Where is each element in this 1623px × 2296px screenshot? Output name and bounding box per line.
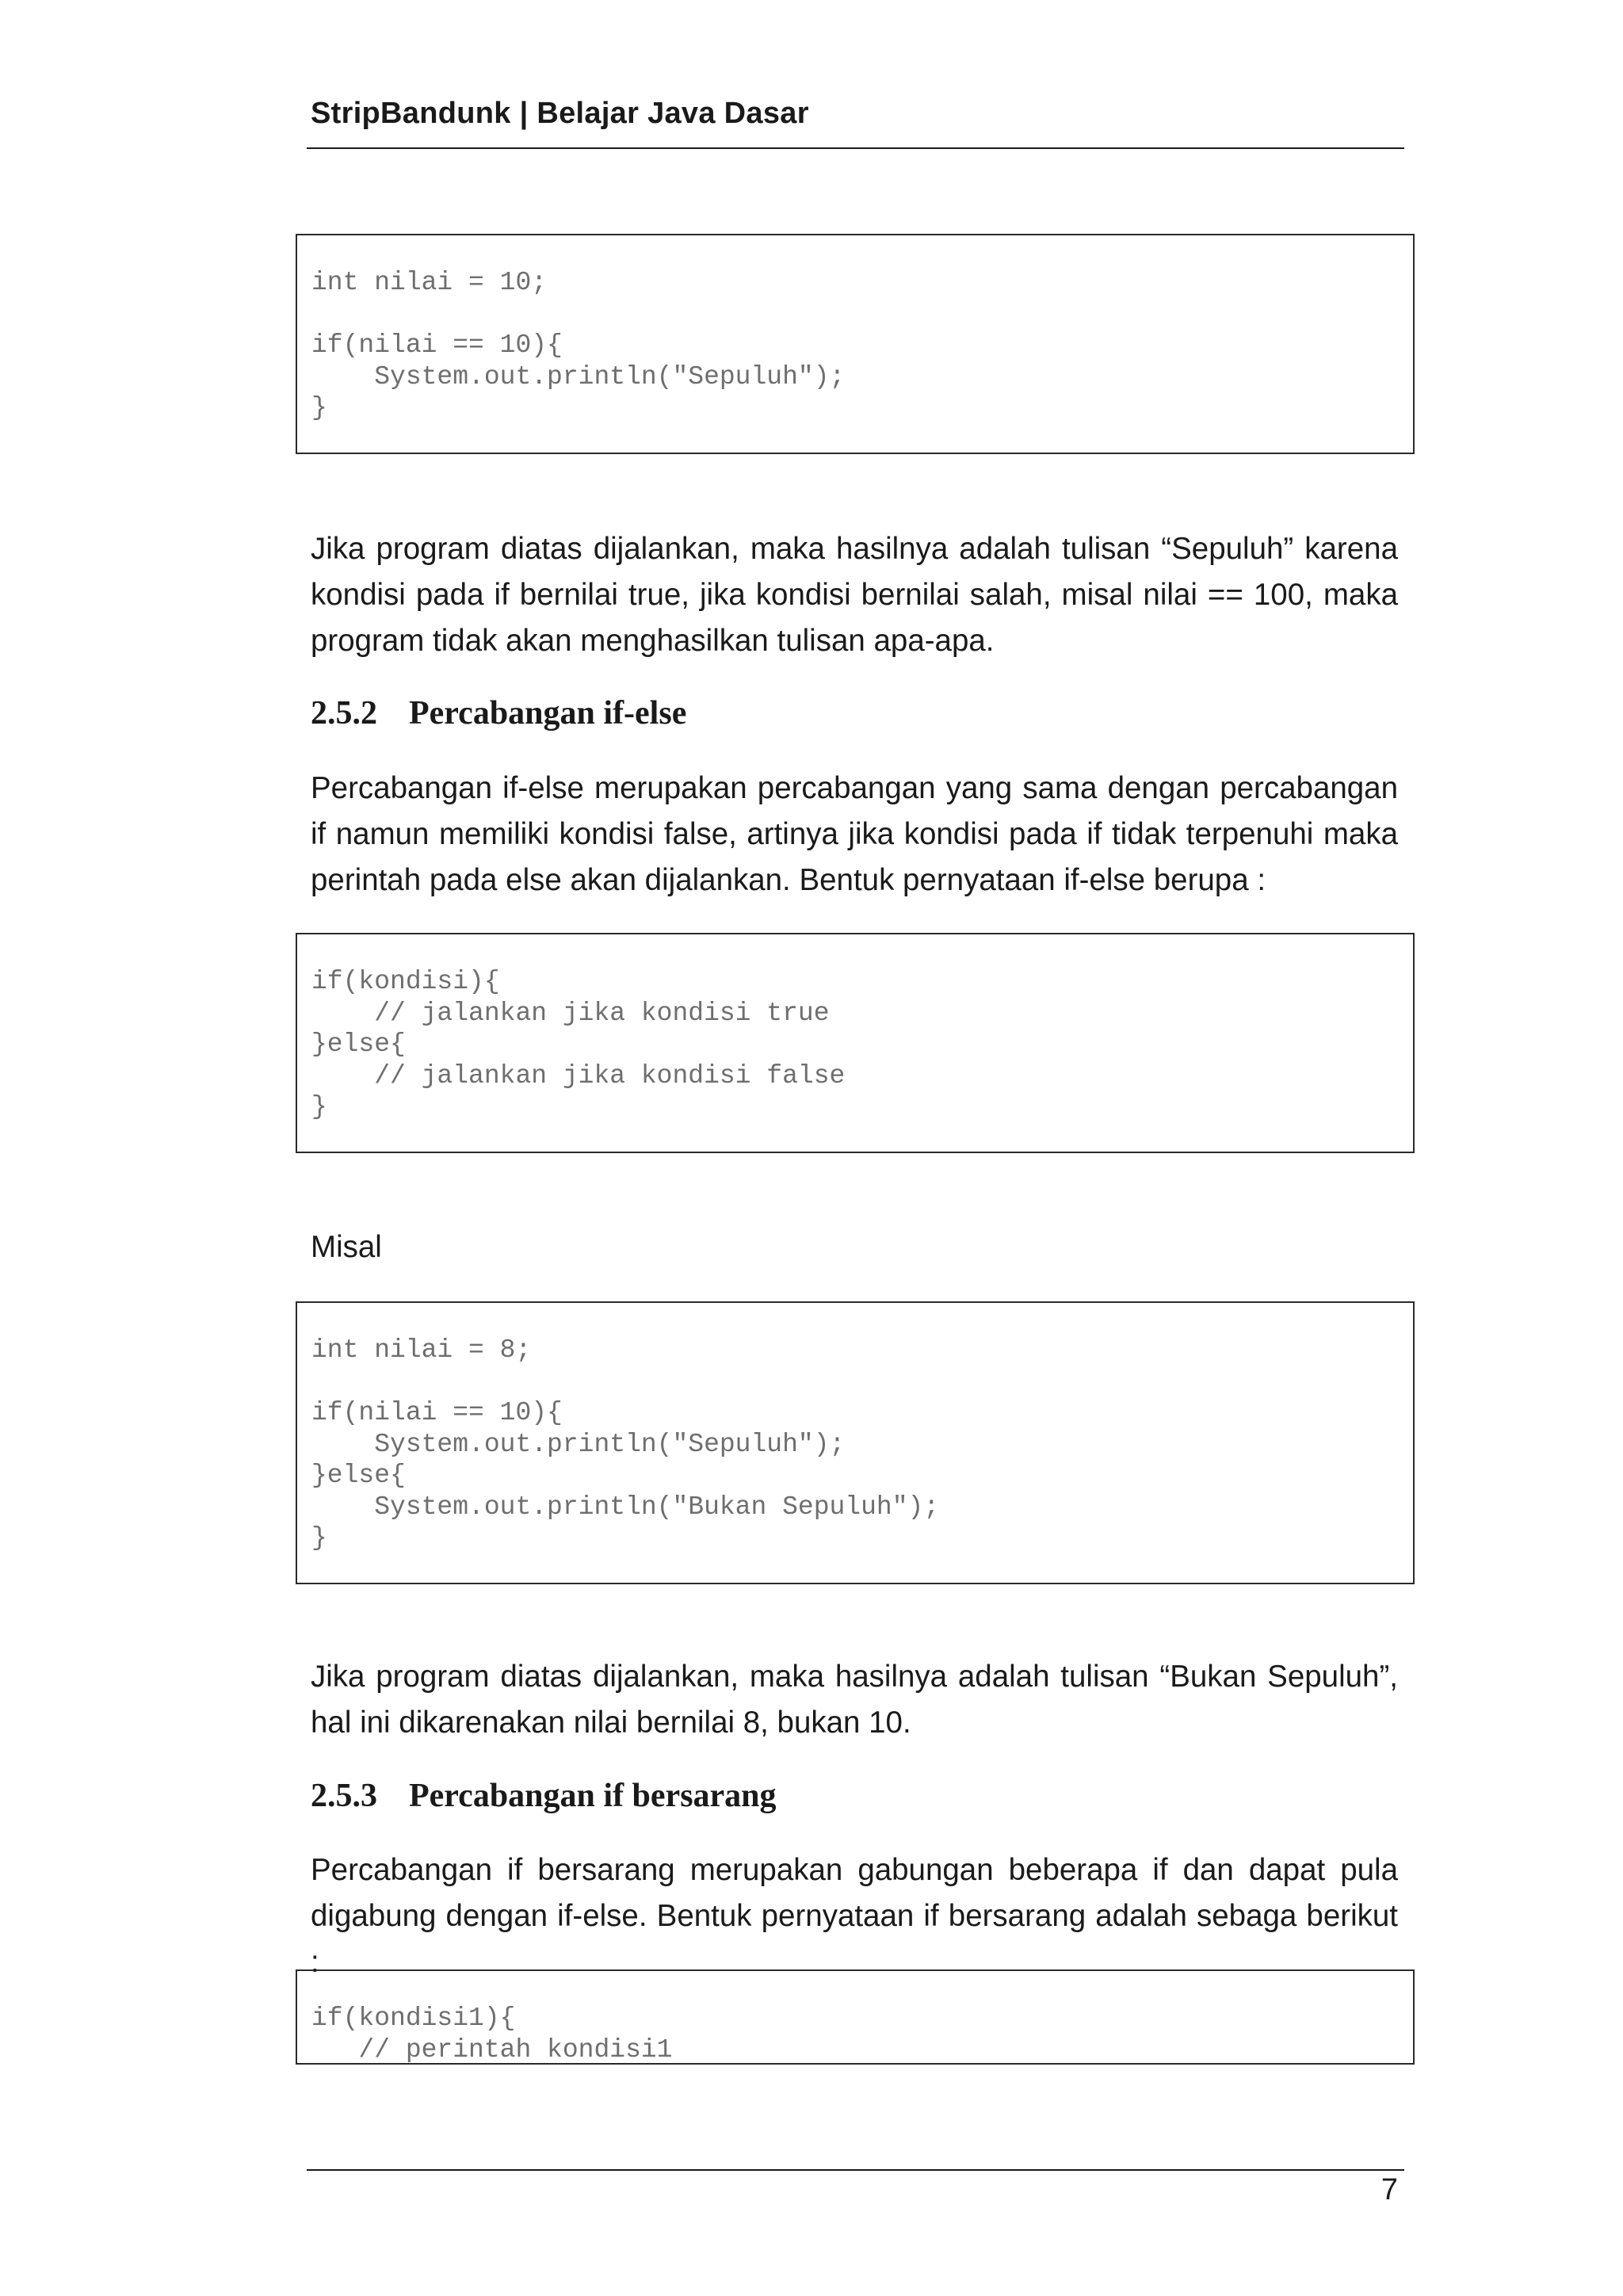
section-heading-2-5-2 xyxy=(311,694,686,732)
code-block-2 xyxy=(296,933,1415,1153)
code-block-4 xyxy=(296,1969,1415,2065)
code-block-2-text: if(kondisi){ // jalankan jika kondisi true }else{ // jalankan jika kondisi false } xyxy=(311,967,846,1121)
section-title: Percabangan if bersarang xyxy=(409,1778,777,1814)
code-block-4-text: if(kondisi1){ // perintah kondisi1 xyxy=(311,2004,673,2065)
section-number: 2.5.3 xyxy=(311,1778,377,1814)
section-title: Percabangan if-else xyxy=(409,695,687,732)
code-block-1-text: int nilai = 10; if(nilai == 10){ System.out.println("Sepuluh"); } xyxy=(311,268,846,422)
running-header: StripBandunk | Belajar Java Dasar xyxy=(311,97,809,130)
paragraph-1: Jika program diatas dijalankan, maka hasilnya adalah tulisan “Sepuluh” karena kondisi pada if bernilai true, jika kondisi bernilai salah, misal nilai == 100, maka program tidak akan menghasilkan tulisan apa-apa. xyxy=(311,532,1398,658)
code-block-1 xyxy=(296,234,1415,454)
footer-divider xyxy=(307,2169,1404,2171)
paragraph-2: Percabangan if-else merupakan percabangan yang sama dengan percabangan if namun memiliki kondisi false, artinya jika kondisi pada if tidak terpenuhi maka perintah pada else akan dijalankan. Bentuk pernyataan if-else berupa : xyxy=(311,771,1398,897)
paragraph-5: Percabangan if bersarang merupakan gabungan beberapa if dan dapat pula digabung dengan if-else. Bentuk pernyataan if bersarang adalah sebaga berikut : xyxy=(311,1853,1398,1979)
paragraph-4: Jika program diatas dijalankan, maka hasilnya adalah tulisan “Bukan Sepuluh”, hal ini dikarenakan nilai bernilai 8, bukan 10. xyxy=(311,1660,1398,1740)
section-number: 2.5.2 xyxy=(311,695,377,732)
paragraph-3: Misal xyxy=(311,1230,382,1264)
code-block-3-text: int nilai = 8; if(nilai == 10){ System.out.println("Sepuluh"); }else{ System.out.println("Bukan Sepuluh"); } xyxy=(311,1335,940,1553)
section-heading-2-5-3 xyxy=(311,1777,777,1815)
code-block-3 xyxy=(296,1301,1415,1584)
page-number: 7 xyxy=(1381,2173,1398,2206)
header-divider xyxy=(307,147,1404,149)
